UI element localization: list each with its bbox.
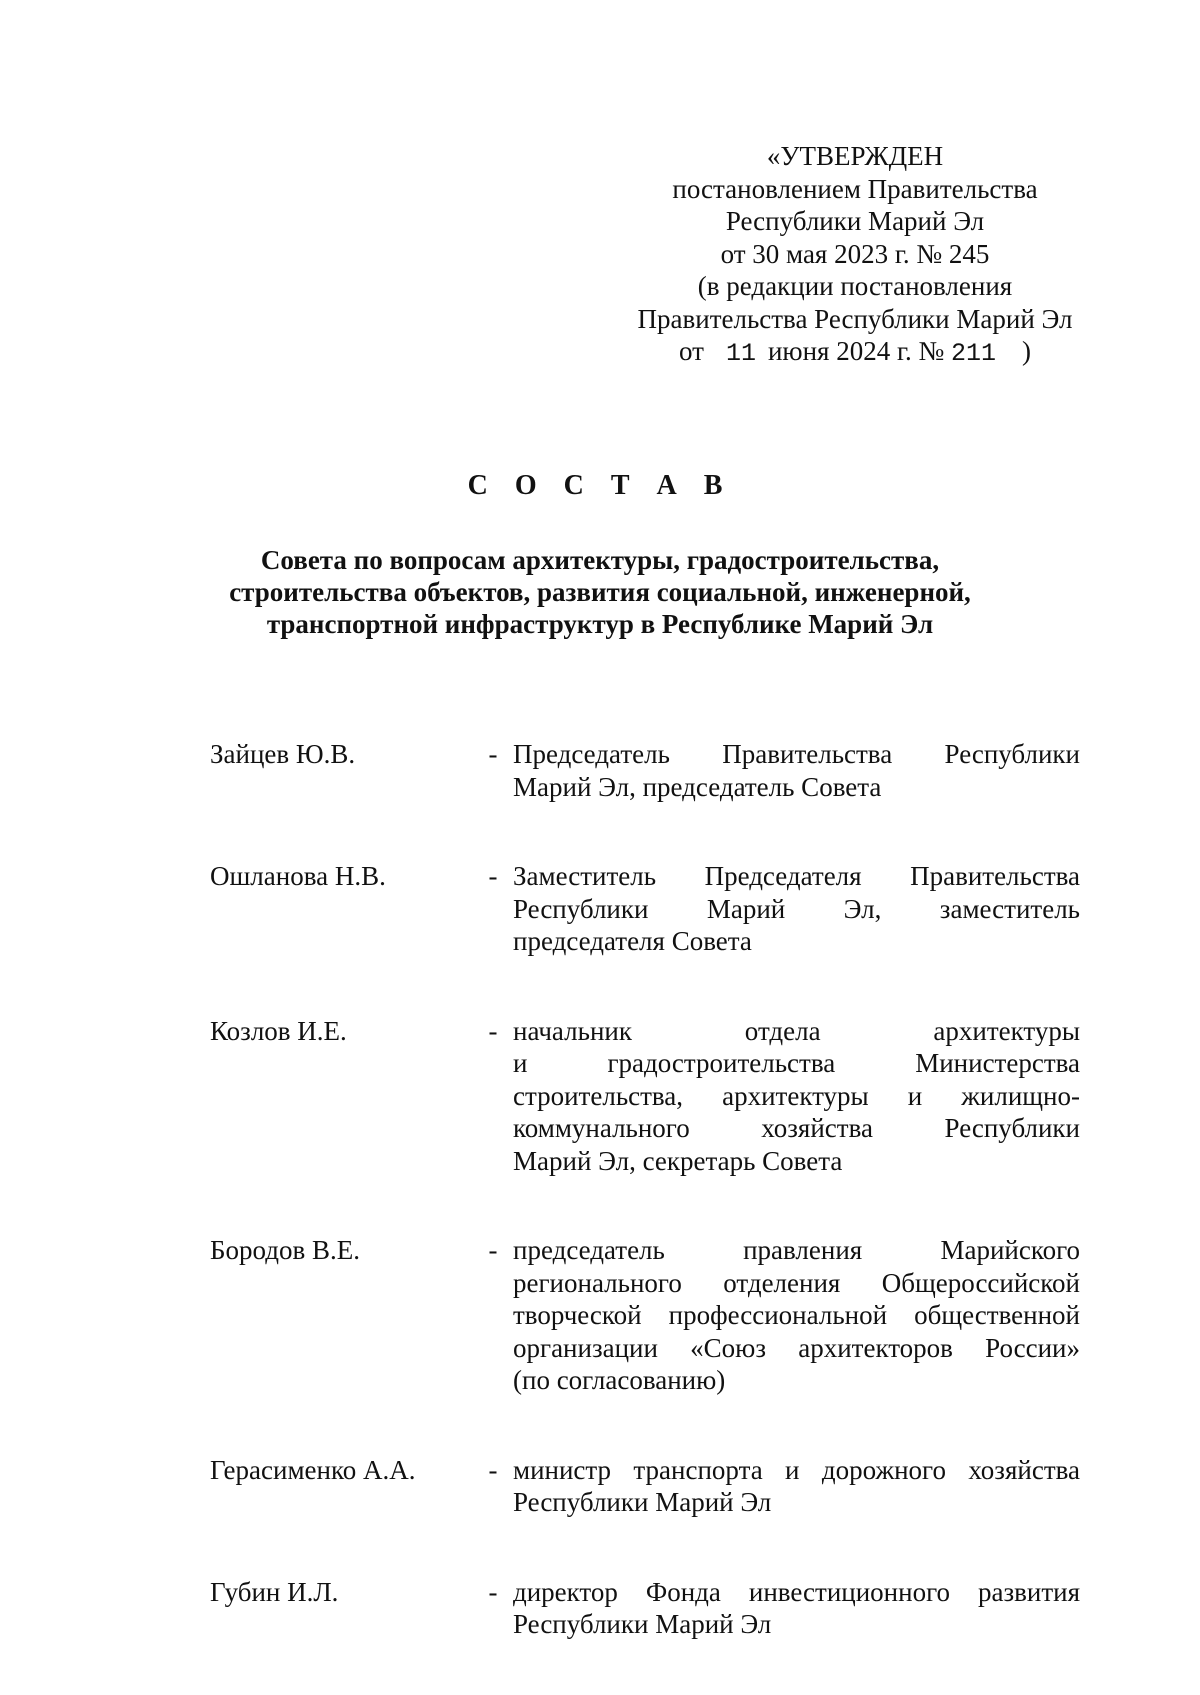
member-role xyxy=(513,738,1080,803)
member-role-line: регионального отделения Общероссийской xyxy=(513,1267,1080,1298)
member-role-line: и градостроительства Министерства xyxy=(513,1048,1080,1078)
member-role-line: Марий Эл, секретарь Совета xyxy=(513,1145,843,1176)
approval-closing-paren: ) xyxy=(1022,336,1031,366)
member-row xyxy=(210,860,1090,958)
approval-line: Правительства Республики Марий Эл xyxy=(637,303,1073,334)
member-role-line: председатель правления Марийского xyxy=(513,1235,1080,1265)
member-role-line: председателя Совета xyxy=(513,926,752,956)
approval-line: постановлением Правительства xyxy=(672,173,1038,204)
approval-day: 11 xyxy=(725,339,756,368)
members-list xyxy=(210,738,1090,1641)
member-role-line: строительства, архитектуры и жилищно- xyxy=(513,1080,1080,1111)
member-role xyxy=(513,1234,1080,1397)
subtitle-line: Совета по вопросам архитектуры, градостроительства, xyxy=(260,545,940,575)
member-row xyxy=(210,1454,1090,1519)
subtitle-line: транспортной инфраструктур в Республике Марий Эл xyxy=(266,609,934,639)
member-role xyxy=(513,1454,1080,1519)
member-name: Козлов И.Е. xyxy=(210,1015,347,1046)
member-role xyxy=(513,860,1080,958)
member-role-line: Республики Марий Эл xyxy=(513,1487,772,1517)
member-row xyxy=(210,738,1090,803)
member-role xyxy=(513,1576,1080,1641)
member-dash: - xyxy=(488,1576,498,1607)
member-role-line: Председатель Правительства Республики xyxy=(513,739,1080,769)
member-role-line: Республики Марий Эл xyxy=(513,1609,772,1639)
member-role-line: министр транспорта и дорожного хозяйства xyxy=(513,1454,1080,1485)
member-name: Ошланова Н.В. xyxy=(210,861,386,891)
member-name: Бородов В.Е. xyxy=(210,1235,360,1265)
member-dash: - xyxy=(488,1454,498,1485)
member-role-line: начальник отдела архитектуры xyxy=(513,1015,1080,1046)
member-row xyxy=(210,1015,1090,1178)
member-row xyxy=(210,1576,1090,1641)
member-name: Губин И.Л. xyxy=(210,1576,339,1607)
approval-month-year: июня 2024 г. № xyxy=(767,336,945,366)
approval-line: (в редакции постановления xyxy=(697,271,1013,301)
member-dash: - xyxy=(488,1235,498,1265)
approval-line: от 30 мая 2023 г. № 245 xyxy=(720,238,990,269)
member-role-line: Заместитель Председателя Правительства xyxy=(513,861,1080,891)
document-subtitle xyxy=(200,544,1000,640)
member-role-line: Марий Эл, председатель Совета xyxy=(513,771,882,802)
approval-line: Республики Марий Эл xyxy=(725,206,985,236)
subtitle-line: строительства объектов, развития социальной, инженерной, xyxy=(229,577,971,607)
member-name: Зайцев Ю.В. xyxy=(210,739,356,769)
member-role-line: организации «Союз архитекторов России» xyxy=(513,1332,1080,1363)
approval-from-label: от xyxy=(678,336,704,366)
member-dash: - xyxy=(488,861,498,891)
document-title: С О С Т А В xyxy=(467,470,733,501)
member-role-line: Республики Марий Эл, заместитель xyxy=(513,893,1080,924)
member-role-line: директор Фонда инвестиционного развития xyxy=(513,1576,1080,1607)
member-role-line: (по согласованию) xyxy=(513,1365,726,1395)
member-dash: - xyxy=(488,739,498,769)
approval-amendment-line xyxy=(620,335,1090,371)
member-role xyxy=(513,1015,1080,1178)
member-row xyxy=(210,1234,1090,1397)
member-name: Герасименко А.А. xyxy=(210,1454,416,1485)
member-role-line: коммунального хозяйства Республики xyxy=(513,1113,1080,1143)
approval-number: 211 xyxy=(950,339,996,368)
member-role-line: творческой профессиональной общественной xyxy=(513,1300,1080,1330)
approval-stamp-block xyxy=(620,140,1090,371)
approval-line: «УТВЕРЖДЕН xyxy=(766,141,944,171)
member-dash: - xyxy=(488,1015,498,1046)
